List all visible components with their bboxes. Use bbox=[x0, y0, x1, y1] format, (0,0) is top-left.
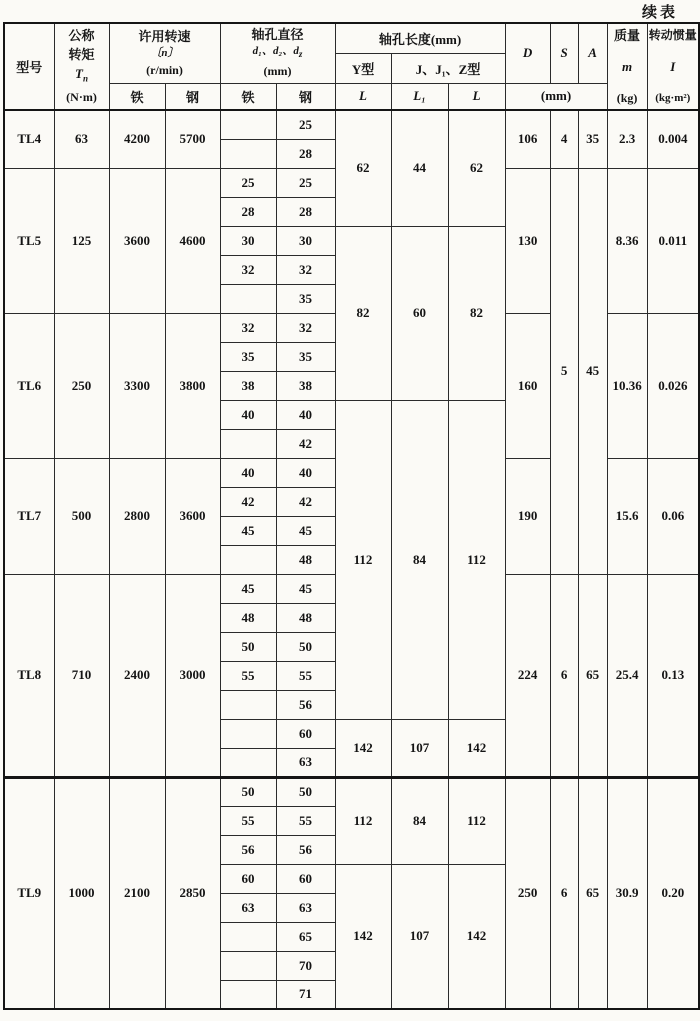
dim-d-cell: 130 bbox=[505, 168, 550, 313]
bore-iron-cell bbox=[220, 690, 276, 719]
bore-steel-cell: 40 bbox=[276, 400, 335, 429]
mass-symbol: m bbox=[622, 59, 633, 74]
header-dim-unit: (mm) bbox=[505, 83, 607, 110]
bore-iron-cell: 45 bbox=[220, 516, 276, 545]
dim-d-cell: 106 bbox=[505, 110, 550, 168]
dim-s-cell: 5 bbox=[550, 168, 578, 574]
torque-cell: 125 bbox=[54, 168, 109, 313]
header-bore-diameter bbox=[220, 23, 335, 83]
bore-steel-cell: 50 bbox=[276, 632, 335, 661]
dim-d-cell: 190 bbox=[505, 458, 550, 574]
length-l-cell: 112 bbox=[448, 777, 505, 864]
length-l-cell: 62 bbox=[448, 110, 505, 226]
inertia-cell: 0.20 bbox=[647, 777, 699, 1009]
header-bore-length: 轴孔长度(mm) bbox=[335, 23, 505, 53]
inertia-cell: 0.06 bbox=[647, 458, 699, 574]
table-row bbox=[4, 110, 699, 139]
torque-title-line1: 公称 bbox=[68, 27, 95, 43]
bore-iron-cell: 38 bbox=[220, 371, 276, 400]
bore-iron-cell: 25 bbox=[220, 168, 276, 197]
bore-steel-cell: 38 bbox=[276, 371, 335, 400]
length-l-cell: 82 bbox=[448, 226, 505, 400]
continued-table-label: 续表 bbox=[641, 5, 678, 21]
bore-steel-cell: 60 bbox=[276, 719, 335, 748]
length-l-cell: 142 bbox=[448, 864, 505, 1009]
bore-iron-cell: 42 bbox=[220, 487, 276, 516]
mass-unit: (kg) bbox=[616, 90, 638, 105]
length-l1-cell: 60 bbox=[391, 226, 448, 400]
bore-steel-cell: 48 bbox=[276, 545, 335, 574]
dim-s-cell: 6 bbox=[550, 777, 578, 1009]
bore-iron-cell: 40 bbox=[220, 400, 276, 429]
bore-steel-cell: 25 bbox=[276, 168, 335, 197]
header-speed-iron: 铁 bbox=[109, 83, 165, 110]
model-cell: TL5 bbox=[4, 168, 54, 313]
torque-cell: 250 bbox=[54, 313, 109, 458]
length-y-l-cell: 142 bbox=[335, 864, 391, 1009]
mass-cell: 15.6 bbox=[607, 458, 647, 574]
bore-iron-cell: 40 bbox=[220, 458, 276, 487]
mass-cell: 30.9 bbox=[607, 777, 647, 1009]
inertia-cell: 0.13 bbox=[647, 574, 699, 777]
bore-unit: (mm) bbox=[263, 64, 292, 79]
bore-title: 轴孔直径 bbox=[251, 27, 304, 43]
bore-iron-cell bbox=[220, 922, 276, 951]
model-cell: TL7 bbox=[4, 458, 54, 574]
bore-iron-cell bbox=[220, 719, 276, 748]
speed-iron-cell: 3300 bbox=[109, 313, 165, 458]
length-y-l-cell: 142 bbox=[335, 719, 391, 777]
speed-steel-cell: 3600 bbox=[165, 458, 220, 574]
bore-steel-cell: 28 bbox=[276, 197, 335, 226]
bore-steel-cell: 56 bbox=[276, 690, 335, 719]
bore-steel-cell: 48 bbox=[276, 603, 335, 632]
length-l1-cell: 44 bbox=[391, 110, 448, 226]
torque-cell: 500 bbox=[54, 458, 109, 574]
bore-steel-cell: 32 bbox=[276, 255, 335, 284]
header-speed bbox=[109, 23, 220, 83]
bore-steel-cell: 70 bbox=[276, 951, 335, 980]
bore-steel-cell: 28 bbox=[276, 139, 335, 168]
bore-steel-cell: 71 bbox=[276, 980, 335, 1009]
bore-steel-cell: 55 bbox=[276, 806, 335, 835]
length-l-cell: 112 bbox=[448, 400, 505, 719]
bore-iron-cell: 56 bbox=[220, 835, 276, 864]
header-length-j-type: J、J₁、Z型 bbox=[391, 53, 505, 83]
bore-iron-cell: 32 bbox=[220, 255, 276, 284]
inertia-cell: 0.004 bbox=[647, 110, 699, 168]
bore-steel-cell: 40 bbox=[276, 458, 335, 487]
bore-iron-cell: 32 bbox=[220, 313, 276, 342]
bore-iron-cell: 55 bbox=[220, 661, 276, 690]
bore-symbol: d₁、d₂、$d_z$ bbox=[252, 45, 303, 60]
length-l1-cell: 84 bbox=[391, 400, 448, 719]
mass-cell: 2.3 bbox=[607, 110, 647, 168]
bore-steel-cell: 35 bbox=[276, 342, 335, 371]
bore-steel-cell: 42 bbox=[276, 487, 335, 516]
length-l1-cell: 107 bbox=[391, 864, 448, 1009]
bore-iron-cell: 63 bbox=[220, 893, 276, 922]
dim-a-cell: 35 bbox=[578, 110, 607, 168]
bore-steel-cell: 63 bbox=[276, 748, 335, 777]
speed-steel-cell: 3000 bbox=[165, 574, 220, 777]
bore-steel-cell: 42 bbox=[276, 429, 335, 458]
dim-s-cell: 4 bbox=[550, 110, 578, 168]
header-inertia bbox=[647, 23, 699, 110]
model-cell: TL8 bbox=[4, 574, 54, 777]
bore-iron-cell: 30 bbox=[220, 226, 276, 255]
inertia-symbol: I bbox=[670, 59, 676, 74]
length-y-l-cell: 112 bbox=[335, 777, 391, 864]
bore-iron-cell bbox=[220, 980, 276, 1009]
speed-iron-cell: 4200 bbox=[109, 110, 165, 168]
header-torque bbox=[54, 23, 109, 110]
speed-iron-cell: 2100 bbox=[109, 777, 165, 1009]
bore-steel-cell: 60 bbox=[276, 864, 335, 893]
bore-iron-cell: 35 bbox=[220, 342, 276, 371]
bore-iron-cell bbox=[220, 139, 276, 168]
table-body bbox=[4, 110, 699, 1009]
speed-iron-cell: 2800 bbox=[109, 458, 165, 574]
dim-d-cell: 160 bbox=[505, 313, 550, 458]
torque-title-line2: 转矩 bbox=[68, 46, 95, 62]
header-mass bbox=[607, 23, 647, 110]
bore-steel-cell: 65 bbox=[276, 922, 335, 951]
inertia-cell: 0.011 bbox=[647, 168, 699, 313]
bore-iron-cell bbox=[220, 429, 276, 458]
header-model: 型号 bbox=[4, 23, 54, 110]
dim-s-cell: 6 bbox=[550, 574, 578, 777]
speed-steel-cell: 2850 bbox=[165, 777, 220, 1009]
bore-steel-cell: 30 bbox=[276, 226, 335, 255]
bore-steel-cell: 56 bbox=[276, 835, 335, 864]
bore-iron-cell bbox=[220, 951, 276, 980]
table-row bbox=[4, 777, 699, 806]
bore-steel-cell: 45 bbox=[276, 516, 335, 545]
model-cell: TL4 bbox=[4, 110, 54, 168]
length-l1-cell: 84 bbox=[391, 777, 448, 864]
mass-title: 质量 bbox=[614, 27, 641, 43]
model-cell: TL9 bbox=[4, 777, 54, 1009]
speed-steel-cell: 3800 bbox=[165, 313, 220, 458]
bore-iron-cell: 48 bbox=[220, 603, 276, 632]
speed-iron-cell: 2400 bbox=[109, 574, 165, 777]
torque-cell: 710 bbox=[54, 574, 109, 777]
header-length-l1: L₁ bbox=[391, 83, 448, 110]
length-y-l-cell: 82 bbox=[335, 226, 391, 400]
bore-iron-cell: 50 bbox=[220, 632, 276, 661]
speed-steel-cell: 4600 bbox=[165, 168, 220, 313]
coupling-spec-table bbox=[3, 22, 700, 1010]
header-length-y-type: Y型 bbox=[335, 53, 391, 83]
bore-steel-cell: 35 bbox=[276, 284, 335, 313]
header-dim-a: A bbox=[578, 23, 607, 83]
bore-iron-cell: 60 bbox=[220, 864, 276, 893]
mass-cell: 8.36 bbox=[607, 168, 647, 313]
length-l1-cell: 107 bbox=[391, 719, 448, 777]
mass-cell: 10.36 bbox=[607, 313, 647, 458]
header-dim-s: S bbox=[550, 23, 578, 83]
bore-steel-cell: 50 bbox=[276, 777, 335, 806]
inertia-title: 转动惯量 bbox=[648, 27, 697, 42]
bore-iron-cell: 50 bbox=[220, 777, 276, 806]
dim-a-cell: 65 bbox=[578, 574, 607, 777]
bore-steel-cell: 32 bbox=[276, 313, 335, 342]
header-bore-steel: 钢 bbox=[276, 83, 335, 110]
speed-iron-cell: 3600 bbox=[109, 168, 165, 313]
model-cell: TL6 bbox=[4, 313, 54, 458]
inertia-cell: 0.026 bbox=[647, 313, 699, 458]
bore-steel-cell: 63 bbox=[276, 893, 335, 922]
inertia-unit: (kg·m²) bbox=[655, 91, 691, 104]
dim-d-cell: 224 bbox=[505, 574, 550, 777]
torque-cell: 1000 bbox=[54, 777, 109, 1009]
header-dim-d: D bbox=[505, 23, 550, 83]
bore-iron-cell: 55 bbox=[220, 806, 276, 835]
length-l-cell: 142 bbox=[448, 719, 505, 777]
bore-steel-cell: 45 bbox=[276, 574, 335, 603]
bore-steel-cell: 25 bbox=[276, 110, 335, 139]
header-length-l2: L bbox=[448, 83, 505, 110]
bore-steel-cell: 55 bbox=[276, 661, 335, 690]
speed-unit: (r/min) bbox=[146, 62, 183, 77]
torque-cell: 63 bbox=[54, 110, 109, 168]
bore-iron-cell bbox=[220, 545, 276, 574]
bore-iron-cell bbox=[220, 110, 276, 139]
length-y-l-cell: 112 bbox=[335, 400, 391, 719]
header-length-l: L bbox=[335, 83, 391, 110]
torque-unit: (N·m) bbox=[66, 90, 97, 105]
speed-steel-cell: 5700 bbox=[165, 110, 220, 168]
header-speed-steel: 钢 bbox=[165, 83, 220, 110]
bore-iron-cell: 45 bbox=[220, 574, 276, 603]
dim-d-cell: 250 bbox=[505, 777, 550, 1009]
header-bore-iron: 铁 bbox=[220, 83, 276, 110]
torque-symbol: $T_n$ bbox=[75, 65, 88, 84]
speed-symbol: 〔n〕 bbox=[150, 46, 179, 59]
bore-iron-cell: 28 bbox=[220, 197, 276, 226]
dim-a-cell: 45 bbox=[578, 168, 607, 574]
bore-iron-cell bbox=[220, 284, 276, 313]
mass-cell: 25.4 bbox=[607, 574, 647, 777]
length-y-l-cell: 62 bbox=[335, 110, 391, 226]
table-header bbox=[4, 23, 699, 110]
dim-a-cell: 65 bbox=[578, 777, 607, 1009]
speed-title: 许用转速 bbox=[138, 28, 191, 44]
bore-iron-cell bbox=[220, 748, 276, 777]
